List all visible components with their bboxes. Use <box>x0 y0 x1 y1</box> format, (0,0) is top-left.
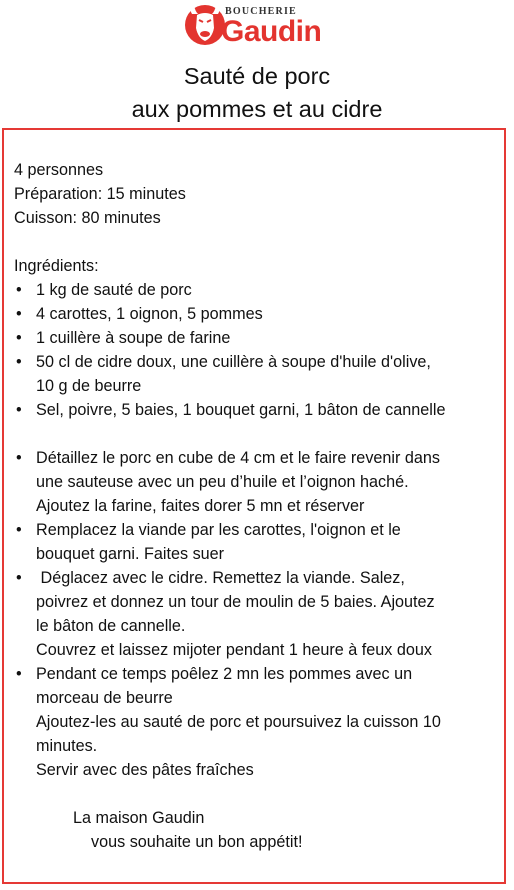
steps-list <box>14 446 504 782</box>
brand-subtitle: BOUCHERIE <box>225 6 297 17</box>
ingredient-item: • 1 cuillère à soupe de farine <box>14 326 504 350</box>
step-item: • Déglacez avec le cidre. Remettez la viande. Salez, poivrez et donnez un tour de moulin de 5 baies. Ajoutez le bâton de cannelle. Couvrez et laissez mijoter pendant 1 heure à feux doux <box>14 566 504 662</box>
closing-line-1: La maison Gaudin <box>73 809 205 827</box>
ingredient-item: • 4 carottes, 1 oignon, 5 pommes <box>14 302 504 326</box>
ingredients-list <box>14 278 504 422</box>
title-line-2: aux pommes et au cidre <box>131 96 383 122</box>
servings: 4 personnes <box>14 161 104 179</box>
step-item: • Pendant ce temps poêlez 2 mn les pommes avec un morceau de beurre Ajoutez-les au sauté de porc et poursuivez la cuisson 10 minutes. Servir avec des pâtes fraîches <box>14 662 504 782</box>
cook-time: Cuisson: 80 minutes <box>14 209 161 227</box>
ingredient-item: • 1 kg de sauté de porc <box>14 278 504 302</box>
recipe-title <box>0 60 514 126</box>
step-item: • Remplacez la viande par les carottes, l'oignon et le bouquet garni. Faites suer <box>14 518 504 566</box>
title-line-1: Sauté de porc <box>183 63 331 89</box>
ingredient-item: • Sel, poivre, 5 baies, 1 bouquet garni, 1 bâton de cannelle <box>14 398 504 422</box>
recipe-content <box>14 158 504 854</box>
prep-time: Préparation: 15 minutes <box>14 185 186 203</box>
closing-message <box>14 806 504 854</box>
brand-logo <box>185 2 335 52</box>
ingredients-heading: Ingrédients: <box>14 257 99 275</box>
bull-head-icon <box>185 2 225 48</box>
ingredient-item: • 50 cl de cidre doux, une cuillère à soupe d'huile d'olive, 10 g de beurre <box>14 350 504 398</box>
step-item: • Détaillez le porc en cube de 4 cm et le faire revenir dans une sauteuse avec un peu d’huile et l’oignon haché. Ajoutez la farine, faites dorer 5 mn et réserver <box>14 446 504 518</box>
closing-line-2: vous souhaite un bon appétit! <box>91 833 303 851</box>
brand-name: Gaudin <box>221 15 322 48</box>
